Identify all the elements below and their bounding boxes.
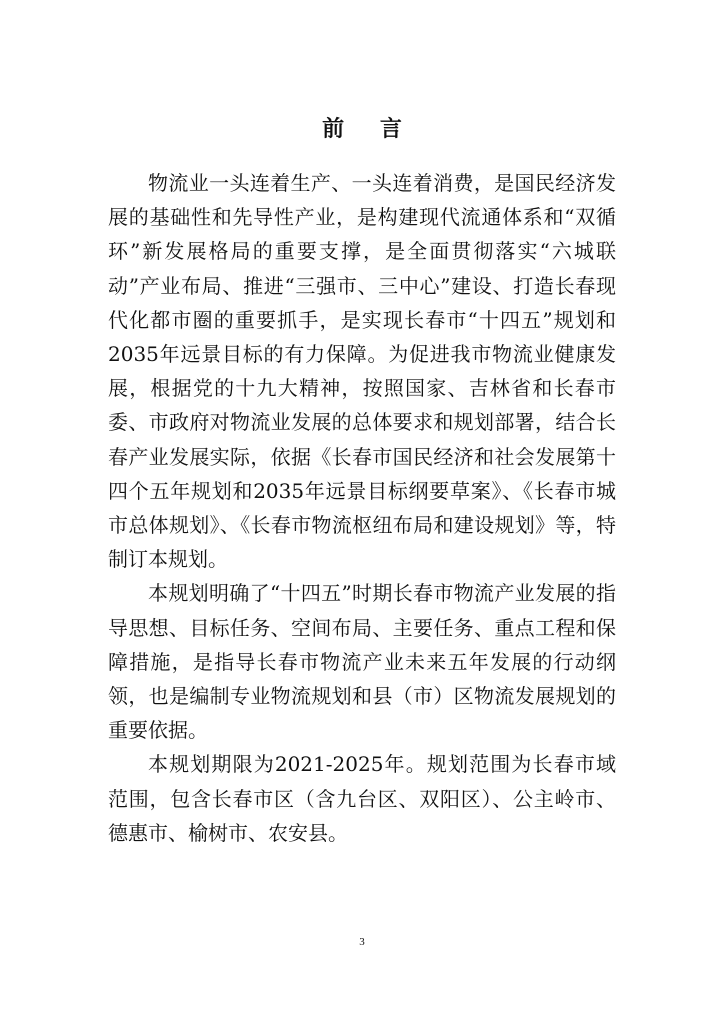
paragraph-scope: 本规划明确了“十四五”时期长春市物流产业发展的指导思想、目标任务、空间布局、主要任务、重点工程和保障措施，是指导长春市物流产业未来五年发展的行动纲领，也是编制专业物流规划和县（市）区物流发展规划的重要依据。 bbox=[108, 581, 616, 743]
paragraph-intro: 物流业一头连着生产、一头连着消费，是国民经济发展的基础性和先导性产业，是构建现代流通体系和“双循环”新发展格局的重要支撑，是全面贯彻落实“六城联动”产业布局、推进“三强市、三中心”建设、打造长春现代化都市圈的重要抓手，是实现长春市“十四五”规划和2035年远景目标的有力保障。为促进我市物流业健康发展，根据党的十九大精神，按照国家、吉林省和长春市委、市政府对物流业发展的总体要求和规划部署，结合长春产业发展实际，依据《长春市国民经济和社会发展第十四个五年规划和2035年远景目标纲要草案》、《长春市城市总体规划》、《长春市物流枢纽布局和建设规划》等，特制订本规划。 bbox=[108, 171, 616, 572]
body-text bbox=[108, 166, 616, 850]
paragraph-period: 本规划期限为2021-2025年。规划范围为长春市域范围，包含长春市区（含九台区、双阳区）、公主岭市、德惠市、榆树市、农安县。 bbox=[108, 752, 616, 845]
page-title: 前 言 bbox=[322, 117, 416, 142]
page-number: 3 bbox=[359, 936, 365, 948]
